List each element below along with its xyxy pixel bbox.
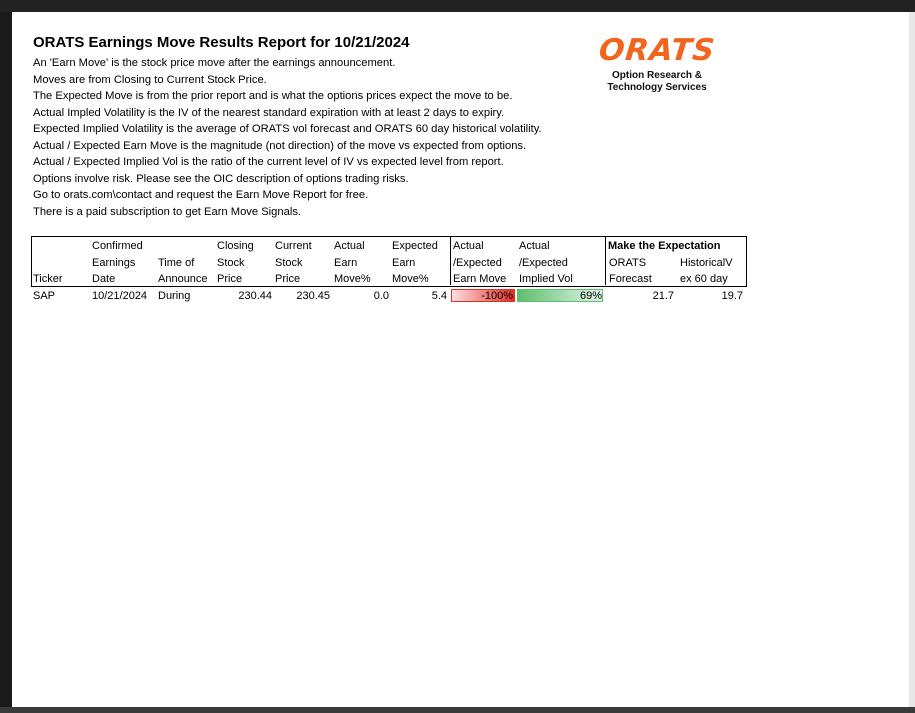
description-line: Actual / Expected Earn Move is the magnitude (not direction) of the move vs expected from options.: [33, 139, 527, 152]
cell-iv-ratio: 69%: [579, 290, 602, 302]
cell-hist-vol: 19.7: [721, 290, 743, 302]
window-top-bar: [0, 0, 915, 12]
logo-subtitle-line: Technology Services: [607, 82, 707, 93]
header-closing-price: Closing Stock Price: [217, 240, 254, 285]
description-line: Actual / Expected Implied Vol is the ratio of the current level of IV vs expected level from report.: [33, 156, 504, 168]
cell-time: During: [158, 290, 191, 302]
logo-word: ORATS: [597, 33, 717, 68]
table-row: [31, 288, 747, 304]
logo-subtitle-line: Option Research &: [611, 70, 703, 81]
report-description: [33, 55, 542, 220]
description-line: Moves are from Closing to Current Stock Price.: [33, 73, 267, 86]
header-expectation-group: Make the Expectation: [605, 237, 745, 285]
report-title: ORATS Earnings Move Results Report for 10/21/2024: [33, 34, 410, 51]
cell-date: 10/21/2024: [92, 290, 148, 302]
cell-earn-ratio: -100%: [481, 290, 513, 302]
window-bottom-bar: [0, 707, 915, 713]
cell-ticker: SAP: [33, 290, 56, 302]
header-earn-ratio: Actual /Expected Earn Move: [450, 237, 516, 285]
description-line: Expected Implied Volatility is the average of ORATS vol forecast and ORATS 60 day historical volatility.: [33, 123, 542, 135]
description-line: Options involve risk. Please see the OIC description of options trading risks.: [33, 172, 409, 185]
header-orats-forecast: ORATS Forecast: [609, 256, 652, 285]
description-line: An 'Earn Move' is the stock price move after the earnings announcement.: [33, 57, 396, 69]
header-historical-vol: HistoricalV ex 60 day: [680, 256, 733, 285]
header-ticker: Ticker: [33, 273, 63, 285]
description-line: Go to orats.com\contact and request the Earn Move Report for free.: [33, 189, 369, 201]
results-table-header: [31, 236, 747, 287]
cell-closing: 230.44: [238, 290, 272, 302]
report-page: [12, 12, 909, 707]
window-right-edge: [909, 12, 915, 707]
logo-subtitle: [597, 70, 717, 94]
cell-actual-move: 0.0: [373, 290, 389, 302]
orats-logo: [597, 33, 717, 106]
description-line: There is a paid subscription to get Earn Move Signals.: [33, 205, 302, 218]
cell-forecast: 21.7: [652, 290, 674, 302]
description-line: Actual Impled Volatility is the IV of the nearest standard expiration with at least 2 days to expiry.: [33, 106, 505, 119]
header-actual-move: Actual Earn Move%: [334, 240, 371, 285]
header-confirmed-date: Confirmed Earnings Date: [92, 240, 143, 285]
cell-expected-move: 5.4: [431, 290, 447, 302]
cell-current: 230.45: [296, 290, 330, 302]
header-expected-move: Expected Earn Move%: [392, 240, 438, 285]
header-time-of-announce: Time of Announce: [158, 256, 208, 285]
header-current-price: Current Stock Price: [275, 240, 312, 285]
header-iv-ratio: Actual /Expected Implied Vol: [519, 240, 573, 285]
description-line: The Expected Move is from the prior report and is what the options prices expect the move to be.: [33, 90, 513, 102]
